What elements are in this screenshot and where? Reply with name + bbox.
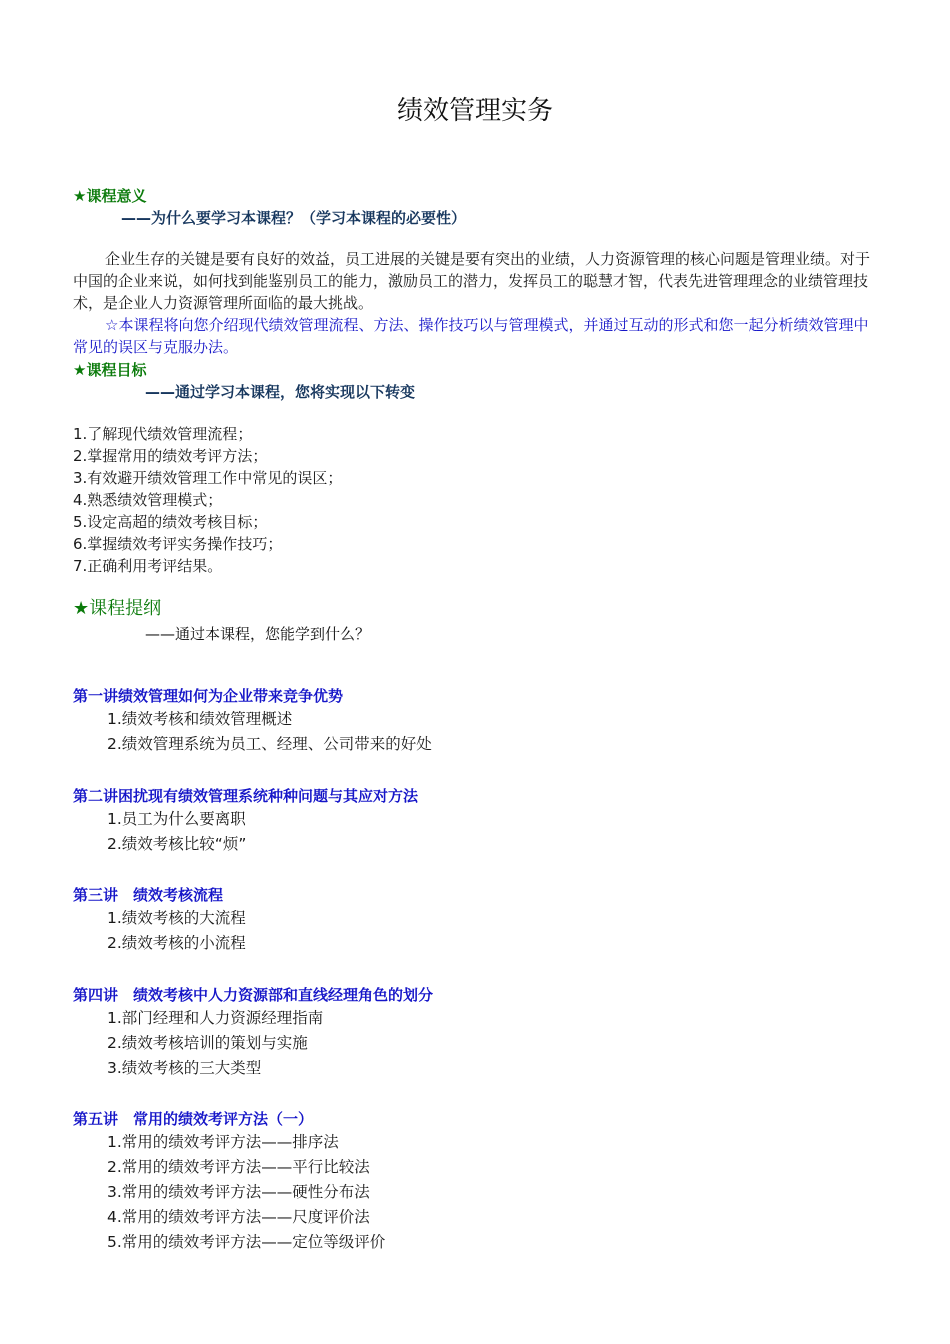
lecture-item: 4.常用的绩效考评方法——尺度评价法 (107, 1208, 370, 1226)
list-item: 3.有效避开绩效管理工作中常见的误区； (73, 469, 343, 487)
lecture-item: 1.常用的绩效考评方法——排序法 (107, 1133, 339, 1151)
lecture-item: 1.部门经理和人力资源经理指南 (107, 1009, 324, 1027)
lecture-item: 5.常用的绩效考评方法——定位等级评价 (107, 1233, 386, 1251)
section-objectives (73, 359, 883, 403)
lecture-block (73, 685, 883, 757)
highlight-paragraph: ☆本课程将向您介绍现代绩效管理流程、方法、操作技巧以与管理模式，并通过互动的形式和您一起分析绩效管理中常见的误区与克服办法。 (73, 316, 869, 356)
lecture-item: 1.绩效考核的大流程 (107, 909, 246, 927)
lecture-item: 2.绩效考核培训的策划与实施 (107, 1034, 308, 1052)
objectives-list (73, 423, 883, 577)
list-item: 4.熟悉绩效管理模式； (73, 491, 223, 509)
section-outline (73, 598, 883, 645)
list-item: 2.掌握常用的绩效考评方法； (73, 447, 268, 465)
section-significance (73, 185, 883, 229)
lecture-item: 2.绩效考核的小流程 (107, 934, 246, 952)
section-subheading: ——为什么要学习本课程？（学习本课程的必要性） (121, 209, 467, 227)
section-heading: ★课程意义 (73, 187, 147, 205)
body-paragraph: 企业生存的关键是要有良好的效益，员工进展的关键是要有突出的业绩，人力资源管理的核心问题是管理业绩。对于中国的企业来说，如何找到能鉴别员工的能力，激励员工的潜力，发挥员工的聪慧才智，代表先进管理理念的业绩管理技术，是企业人力资源管理所面临的最大挑战。 (73, 250, 871, 312)
lecture-title: 第四讲 绩效考核中人力资源部和直线经理角色的划分 (73, 986, 434, 1004)
section-subheading: ——通过本课程，您能学到什么？ (145, 625, 371, 643)
lecture-item: 2.常用的绩效考评方法——平行比较法 (107, 1158, 370, 1176)
lecture-item: 1.员工为什么要离职 (107, 810, 246, 828)
lecture-title: 第三讲 绩效考核流程 (73, 886, 224, 904)
lecture-block (73, 785, 883, 857)
significance-body (73, 248, 883, 358)
lecture-item: 2.绩效考核比较“烦” (107, 835, 247, 853)
section-subheading: ——通过学习本课程，您将实现以下转变 (145, 383, 416, 401)
section-heading: ★课程提纲 (73, 598, 162, 619)
list-item: 7.正确利用考评结果。 (73, 557, 223, 575)
list-item: 5.设定高超的绩效考核目标； (73, 513, 268, 531)
list-item: 1.了解现代绩效管理流程； (73, 425, 253, 443)
lecture-title: 第二讲困扰现有绩效管理系统种种问题与其应对方法 (73, 787, 419, 805)
document-title: 绩效管理实务 (396, 96, 553, 126)
list-item: 6.掌握绩效考评实务操作技巧； (73, 535, 283, 553)
lecture-block (73, 1108, 883, 1255)
lecture-title: 第五讲 常用的绩效考评方法（一） (73, 1110, 314, 1128)
lecture-item: 1.绩效考核和绩效管理概述 (107, 710, 293, 728)
section-heading: ★课程目标 (73, 361, 147, 379)
lecture-block (73, 884, 883, 956)
lecture-block (73, 984, 883, 1081)
lecture-item: 3.常用的绩效考评方法——硬性分布法 (107, 1183, 370, 1201)
lecture-item: 3.绩效考核的三大类型 (107, 1059, 262, 1077)
lecture-item: 2.绩效管理系统为员工、经理、公司带来的好处 (107, 735, 432, 753)
lecture-title: 第一讲绩效管理如何为企业带来竞争优势 (73, 687, 344, 705)
